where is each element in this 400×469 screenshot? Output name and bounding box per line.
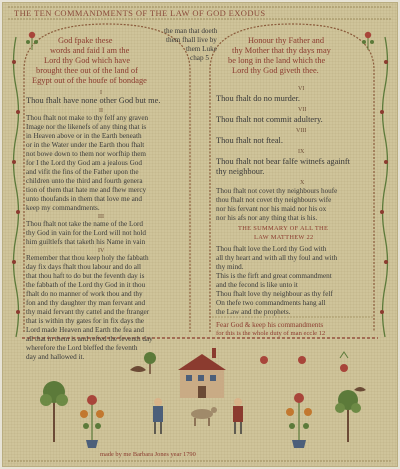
commandment-line: Thou fhalt do no murder. bbox=[216, 94, 300, 103]
numeral: II bbox=[99, 108, 103, 114]
intro-line: brought thee out of the land of bbox=[36, 66, 138, 75]
center-verse-line: them fhall live by bbox=[166, 36, 217, 44]
commandment-line: nor his afs nor any thing that is his. bbox=[216, 214, 318, 222]
corner-flower-right bbox=[362, 32, 374, 50]
commandment-line: unto thoufands in them that love me and bbox=[26, 195, 142, 203]
fifth-commandment-line: thy Mother that thy days may bbox=[232, 46, 331, 55]
fifth-commandment-line: be long in the land which the bbox=[228, 56, 326, 65]
commandment-line: keep my commandments. bbox=[26, 204, 100, 212]
commandment-line: thou fhalt not covet thy neighbours wife bbox=[216, 196, 332, 204]
commandment-line: that thou haft to do but the feventh day is bbox=[26, 272, 145, 280]
summary-line: and the fecond is like unto it bbox=[216, 281, 298, 289]
numeral: VI bbox=[298, 86, 305, 92]
commandment-line: day fix days fhalt thou labour and do all bbox=[26, 263, 141, 271]
sampler-title: THE TEN COMMANDMENTS OF THE LAW OF GOD EXODUS bbox=[14, 8, 266, 18]
summary-heading: THE SUMMARY OF ALL THE bbox=[238, 225, 329, 232]
numeral: III bbox=[98, 214, 104, 220]
numeral: X bbox=[300, 180, 305, 186]
commandment-line: thy neighbour. bbox=[216, 167, 265, 176]
commandment-line: him guiltlefs that taketh his Name in vain bbox=[26, 238, 146, 246]
summary-line: This is the firft and great commandment bbox=[216, 272, 332, 280]
intro-line: Egypt out of the houfe of bondage bbox=[32, 76, 147, 85]
bottom-motifs bbox=[8, 348, 392, 461]
commandment-line: Thou fhalt not covet thy neighbours houfe bbox=[216, 187, 338, 195]
summary-line: thy mind. bbox=[216, 263, 244, 271]
numeral: VII bbox=[298, 107, 307, 113]
sampler-linen bbox=[2, 2, 398, 467]
summary-line: the Law and the prophets. bbox=[216, 308, 291, 316]
commandment-line: Image nor the likenefs of any thing that is bbox=[26, 123, 147, 131]
summary-line: Thou fhalt love thy neighbour as thy felf bbox=[216, 290, 333, 298]
numeral: VIII bbox=[296, 128, 307, 134]
commandment-line: Thou fhalt not make to thy felf any graven bbox=[26, 114, 149, 122]
commandment-line: thy God in vain for the Lord will not hold bbox=[26, 229, 146, 237]
fifth-commandment-line: Lord thy God giveth thee. bbox=[232, 66, 319, 75]
center-verse-line: chap 5 bbox=[190, 54, 209, 62]
commandment-line: thy maid fervant thy cattel and the ftranger bbox=[26, 308, 150, 316]
commandment-line: tion of them that hate me and fhew mercy bbox=[26, 186, 147, 194]
summary-line: Thou fhalt love the Lord thy God with bbox=[216, 245, 327, 253]
commandment-line: fon and thy daughter thy man fervant and bbox=[26, 299, 146, 307]
commandment-line: not bowe down to them nor worfhip them bbox=[26, 150, 146, 158]
intro-line: God fpake these bbox=[58, 36, 113, 45]
commandment-line: nor his fervant nor his maid nor his ox bbox=[216, 205, 327, 213]
commandment-line: wherefore the Lord bleffed the feventh bbox=[26, 344, 138, 352]
numeral: IV bbox=[98, 248, 105, 254]
corner-flower-left bbox=[26, 32, 38, 50]
commandment-line: that is within thy gates for in fix days the bbox=[26, 317, 144, 325]
center-verse-line: them Luke bbox=[186, 45, 217, 53]
commandment-line: Thou fhalt not fteal. bbox=[216, 136, 283, 145]
commandment-line: Thou fhalt not bear falfe witnefs againft bbox=[216, 157, 350, 166]
closing-line: for this is the whole duty of man eccle 12 bbox=[216, 330, 326, 337]
maker-signature: made by me Barbara Jones year 1790 bbox=[100, 451, 196, 458]
commandment-line: all that in them is and refted the feventh day bbox=[26, 335, 153, 343]
commandment-line: for I the Lord thy God am a jealous God bbox=[26, 159, 142, 167]
fifth-commandment-line: Honour thy Father and bbox=[248, 36, 325, 45]
commandment-line: fhalt do no manner of work thou and thy bbox=[26, 290, 143, 298]
commandment-line: day and hallowed it. bbox=[26, 353, 85, 361]
commandment-line: Lord made Heaven and Earth the fea and bbox=[26, 326, 144, 334]
commandment-line: Thou fhalt have none other God but me. bbox=[26, 96, 161, 105]
center-verse-line: the man that doeth bbox=[164, 27, 218, 35]
summary-line: On thefe two commandments hang all bbox=[216, 299, 326, 307]
intro-line: Lord thy God which have bbox=[44, 56, 131, 65]
commandment-line: in Heaven above or in the Earth beneath bbox=[26, 132, 142, 140]
commandment-line: Thou fhalt not commit adultery. bbox=[216, 115, 323, 124]
commandment-line: the fabbath of the Lord thy God in it thou bbox=[26, 281, 146, 289]
closing-line: Fear God & keep his commandments bbox=[216, 321, 324, 329]
summary-line: all thy heart and with all thy foul and with bbox=[216, 254, 338, 262]
commandment-line: and vifit the fins of the Father upon the bbox=[26, 168, 139, 176]
commandment-line: children unto the third and fourth genera bbox=[26, 177, 143, 185]
summary-heading: LAW MATTHEW 22 bbox=[254, 234, 314, 241]
commandment-line: Thou fhalt not take the name of the Lord bbox=[26, 220, 143, 228]
intro-line: words and faid I am the bbox=[50, 46, 130, 55]
commandment-line: Remember that thou keep holy the fabbath bbox=[26, 254, 149, 262]
numeral: IX bbox=[298, 149, 305, 155]
numeral: I bbox=[100, 90, 102, 96]
commandment-line: or in the Water under the Earth thou fhalt bbox=[26, 141, 145, 149]
